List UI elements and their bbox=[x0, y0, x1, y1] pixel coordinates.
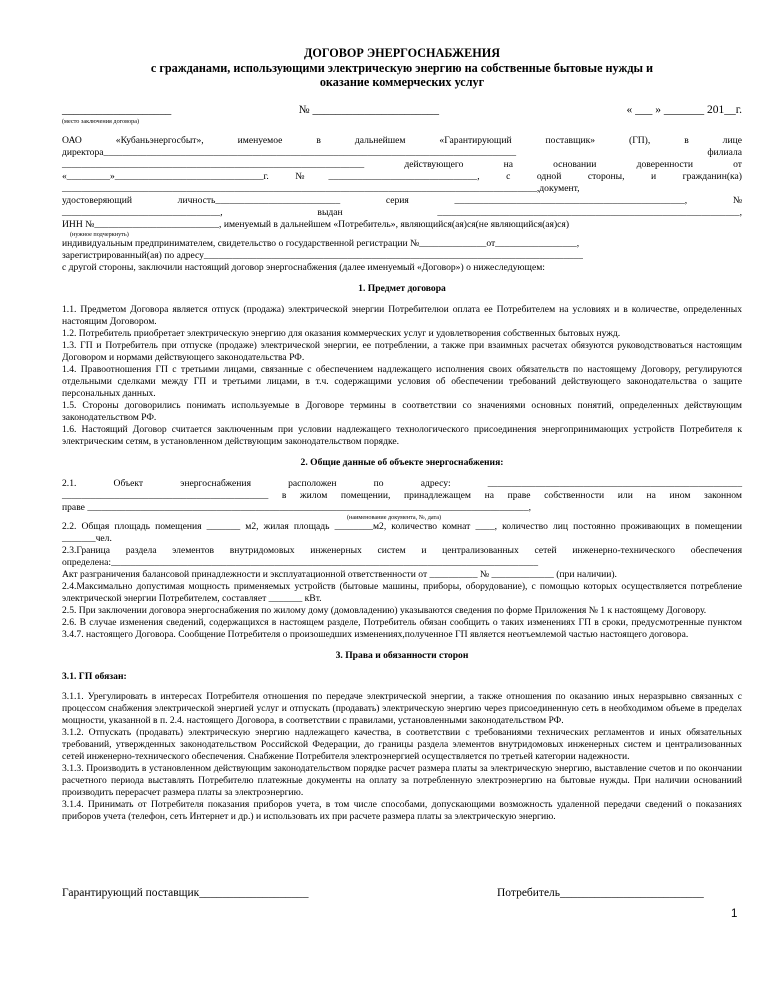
clause-2-5: 2.5. При заключении договора энергоснабжения по жилому дому (домовладению) указываются сведения по форме Приложения № 1 к настоящему Договору. bbox=[62, 604, 707, 616]
section-2-heading: 2. Общие данные об объекте энергоснабжения: bbox=[300, 456, 504, 468]
parties-line-2: директора______________________________________________________________________________________ филиала bbox=[62, 146, 742, 158]
consumer-signature: Потребитель_________________________ bbox=[497, 887, 704, 899]
parties-caption: (нужное подчеркнуть) bbox=[70, 230, 129, 238]
clause-1-6: 1.6. Настоящий Договор считается заключенным при условии надлежащего технологического присоединения энергопринимающих устройств Потребителя к электрическим сетям, в установленном действующим законодательством порядке. bbox=[62, 423, 742, 447]
section-1 bbox=[62, 304, 742, 448]
title-line-3: оказание коммерческих услуг bbox=[319, 75, 485, 89]
header-row bbox=[62, 104, 742, 117]
clause-2-3-b: Акт разграничения балансовой принадлежности и эксплуатационной ответственности от __________ № _____________ (при наличии). bbox=[62, 568, 617, 580]
section-3-1-heading: 3.1. ГП обязан: bbox=[62, 670, 127, 682]
supplier-signature: Гарантирующий поставщик___________________ bbox=[62, 887, 309, 899]
parties-line-3: _______________________________________________________________ действующего на основании доверенности от bbox=[62, 158, 742, 170]
clause-1-4: 1.4. Правоотношения ГП с третьими лицами, связанные с обеспечением надлежащего исполнения своих обязательств по настоящему Договору, регулируются отдельными сделками между ГП и третьими лицами, в т.ч. содержащими условия об обеспечении требований действующего законодательства о защите персональных данных. bbox=[62, 363, 742, 399]
clause-3-1-2: 3.1.2. Отпускать (продавать) электрическую энергию надлежащего качества, в соответствии с требованиями технических регламентов и иных обязательных требований, утвержденных законодательством Российской Федерации, до границы раздела элементов внутридомовых инженерных систем и централизованных сетей инженерно-технического обеспечения. Снабжение Потребителя электроэнергией осуществляется по третьей категории надежности. bbox=[62, 726, 742, 762]
place-blank: ___________________ bbox=[62, 103, 172, 116]
clause-1-2: 1.2. Потребитель приобретает электрическую энергию для оказания коммерческих услуг и удовлетворения собственных бытовых нужд. bbox=[62, 327, 621, 339]
clause-1-3: 1.3. ГП и Потребитель при отпуске (продаже) электрической энергии, ее потреблении, а также при взаимных расчетах обязуются руководствоваться настоящим Договором и нормами действующего законодательства РФ. bbox=[62, 339, 742, 363]
clause-1-1: 1.1. Предметом Договора является отпуск (продажа) электрической энергии Потребителюи оплата ее Потребителем на условиях и в количестве, определенных настоящим Договором. bbox=[62, 303, 742, 327]
section-3-heading: 3. Права и обязанности сторон bbox=[335, 649, 469, 661]
document-caption: (наименование документа, №, дата) bbox=[347, 513, 442, 521]
page-number: 1 bbox=[731, 908, 738, 920]
section-3 bbox=[62, 671, 742, 823]
clause-2-1-line-1: 2.1. Объект энергоснабжения расположен по адресу: _____________________________________________________ bbox=[62, 477, 742, 489]
clause-3-1-4: 3.1.4. Принимать от Потребителя показания приборов учета, в том числе способами, допускающими возможность удаленной передачи сведений о показаниях приборов учета (телефон, сеть Интернет и др.) и использовать их при расчете размера платы за электрическую энергию. bbox=[62, 798, 742, 822]
place-caption: (место заключения договора) bbox=[62, 117, 140, 125]
title-line-2: с гражданами, использующими электрическую энергию на собственные бытовые нужды и bbox=[150, 60, 654, 75]
parties-line-4: «_________»_______________________________г. №_______________________________, с одной стороны, и гражданин(ка) bbox=[62, 170, 742, 182]
parties-line-11: с другой стороны, заключили настоящий договор энергоснабжения (далее именуемый «Договор») о нижеследующем: bbox=[62, 261, 545, 273]
clause-2-3-a: 2.3.Граница раздела элементов внутридомовых инженерных систем и централизованных сетей инженерно-технического обеспечения определена:_________________________________________________________________________________________ bbox=[62, 544, 742, 568]
parties-line-10: зарегистрированный(ая) по адресу_______________________________________________________________________________ bbox=[62, 249, 583, 261]
section-2 bbox=[62, 478, 742, 641]
parties-line-5: ___________________________________________________________________________________________________,документ, bbox=[62, 182, 580, 194]
contract-page bbox=[62, 46, 742, 823]
parties-line-6: удостоверяющий личность__________________________ серия ________________________________________________, № bbox=[62, 194, 742, 206]
clause-2-1-line-3: праве ____________________________________________________________________________________________, bbox=[62, 501, 532, 513]
section-1-heading: 1. Предмет договора bbox=[358, 282, 446, 294]
clause-1-5: 1.5. Стороны договорились понимать используемые в Договоре термины в соответствии со значениями основных понятий, определенных действующим законодательством РФ. bbox=[62, 399, 742, 423]
parties-line-9: индивидуальным предпринимателем, свидетельство о государственной регистрации №______________от_________________, bbox=[62, 237, 580, 249]
title-line-1: ДОГОВОР ЭНЕРГОСНАБЖЕНИЯ bbox=[303, 46, 501, 60]
clause-2-6: 2.6. В случае изменения сведений, содержащихся в настоящем разделе, Потребитель обязан сообщить о таких изменениях ГП в сроки, предусмотренные пунктом 3.4.7. настоящего Договора. Сообщение Потребителя о произошедших изменениях,полученное ГП является неотъемлемой частью настоящего договора. bbox=[62, 616, 742, 640]
parties-line-8: ИНН №__________________________, именуемый в дальнейшем «Потребитель», являющийся(ая)ся(не являющийся(ая)ся) bbox=[62, 218, 570, 230]
contract-number: № ______________________ bbox=[298, 103, 440, 116]
clause-3-1-1: 3.1.1. Урегулировать в интересах Потребителя отношения по передаче электрической энергии, а также отношения по оказанию иных неразрывно связанных с процессом снабжения электрической энергией услуг и отпускать (продавать) электрическую энергию через присоединенную сеть в необходимом объеме в пределах мощности, указанной в п. 2.4. настоящего Договора, в соответствии с правилами, установленными законодательством РФ. bbox=[62, 690, 742, 726]
parties-block bbox=[62, 135, 742, 274]
clause-2-1-line-2: ___________________________________________ в жилом помещении, принадлежащем на праве собственности или на ином законном bbox=[62, 489, 742, 501]
clause-2-2: 2.2. Общая площадь помещения _______ м2, жилая площадь ________м2, количество комнат ____, количество лиц постоянно проживающих в помещении _______чел. bbox=[62, 520, 742, 544]
parties-line-7: _________________________________, выдан _______________________________________________________________, bbox=[62, 206, 742, 218]
clause-2-4: 2.4.Максимально допустимая мощность применяемых устройств (бытовые машины, приборы, оборудование), с помощью которых осуществляется потребление электрической энергии Потребителем, составляет _______ кВт. bbox=[62, 580, 742, 604]
clause-3-1-3: 3.1.3. Производить в установленном действующим законодательством порядке расчет размера платы за электрическую энергию, выставление счетов и по окончании расчетного периода выставлять Потребителю платежные документы на оплату за потребленную электроэнергию на бытовые нужды. При наличии основаниий производить перерасчет размера платы за электроэнергию. bbox=[62, 762, 742, 798]
contract-title bbox=[62, 46, 742, 90]
contract-date: « ___ » _______ 201__г. bbox=[626, 103, 742, 116]
parties-line-1: ОАО «Кубаньэнергосбыт», именуемое в дальнейшем «Гарантирующий поставщик» (ГП), в лице bbox=[62, 134, 742, 146]
